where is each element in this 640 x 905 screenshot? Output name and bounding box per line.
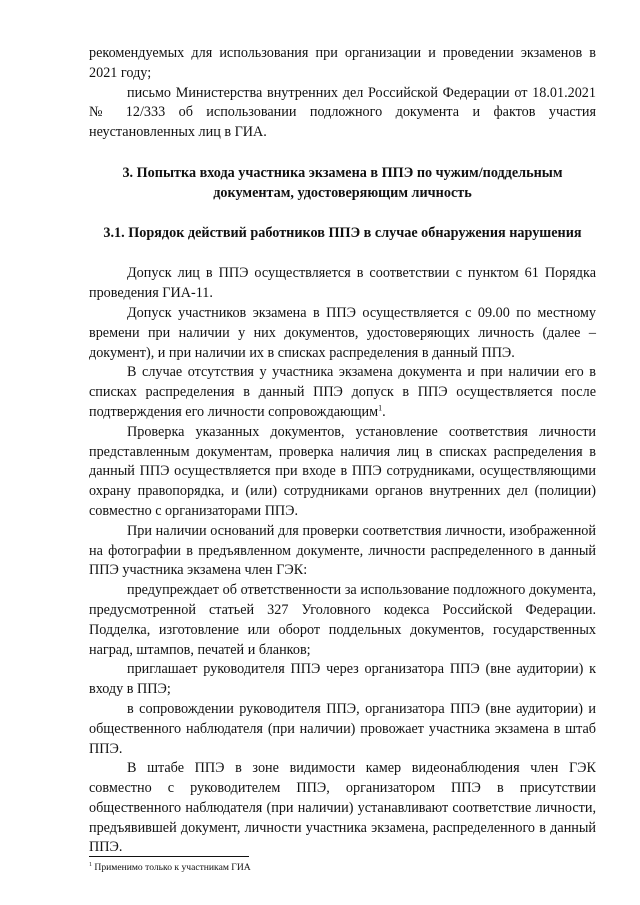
page-content (89, 44, 596, 858)
body-paragraph: Допуск лиц в ППЭ осуществляется в соответствии с пунктом 61 Порядка проведения ГИА-11. (89, 265, 596, 302)
body-paragraph: Допуск участников экзамена в ППЭ осуществляется с 09.00 по местному времени при наличии у них документов, удостоверяющих личность (далее – документ), и при наличии их в списках распределения в данный ППЭ. (89, 304, 596, 361)
body-paragraph-with-footnote (89, 363, 596, 422)
footnote (89, 862, 251, 874)
footnote-text: Применимо только к участникам ГИА (94, 862, 251, 873)
paragraph-mvd-letter: письмо Министерства внутренних дел Российской Федерации от 18.01.2021 № 12/333 об использовании подложного документа и фактов участия неустановленных лиц в ГИА. (89, 84, 596, 141)
body-paragraph: В штабе ППЭ в зоне видимости камер видеонаблюдения член ГЭК совместно с руководителем ППЭ, организатором ППЭ в присутствии общественного наблюдателя (при наличии) устанавливают соответствие личности, предъявившей документ, личности участника экзамена, распределенного в данный ППЭ. (89, 760, 596, 856)
list-item: предупреждает об ответственности за использование подложного документа, предусмотренной статьей 327 Уголовного кодекса Российской Федерации. Подделка, изготовление или оборот поддельных документов, государственных наград, штампов, печатей и бланков; (89, 582, 596, 658)
body-paragraph-text: В случае отсутствия у участника экзамена документа и при наличии его в списках распределения в данный ППЭ допуск в ППЭ осуществляется после подтверждения его личности сопровождающим (89, 364, 596, 420)
footnote-divider (89, 856, 249, 857)
section-heading: 3. Попытка входа участника экзамена в ППЭ по чужим/поддельным документам, удостоверяющим личность (122, 164, 563, 201)
paragraph-end-punct: . (382, 403, 386, 420)
list-item: в сопровождении руководителя ППЭ, организатора ППЭ (вне аудитории) и общественного наблюдателя (при наличии) провожает участника экзамена в штаб ППЭ. (89, 700, 596, 757)
list-item: приглашает руководителя ППЭ через организатора ППЭ (вне аудитории) к входу в ППЭ; (89, 661, 596, 698)
footnote-marker: 1 (89, 861, 92, 868)
body-paragraph: Проверка указанных документов, установление соответствия личности представленным документам, проверка наличия лиц в списках распределения в данный ППЭ осуществляется при входе в ППЭ сотрудниками, осуществляющими охрану правопорядка, и (или) сотрудниками органов внутренних дел (полиции) совместно с организаторами ППЭ. (89, 423, 596, 519)
footnote-ref: 1 (378, 403, 383, 413)
paragraph-continued: рекомендуемых для использования при организации и проведении экзаменов в 2021 году; (89, 45, 596, 81)
subsection-heading: 3.1. Порядок действий работников ППЭ в случае обнаружения нарушения (103, 224, 582, 241)
body-paragraph: При наличии оснований для проверки соответствия личности, изображенной на фотографии в предъявленном документе, личности распределенного в данный ППЭ участника экзамена член ГЭК: (89, 522, 596, 579)
